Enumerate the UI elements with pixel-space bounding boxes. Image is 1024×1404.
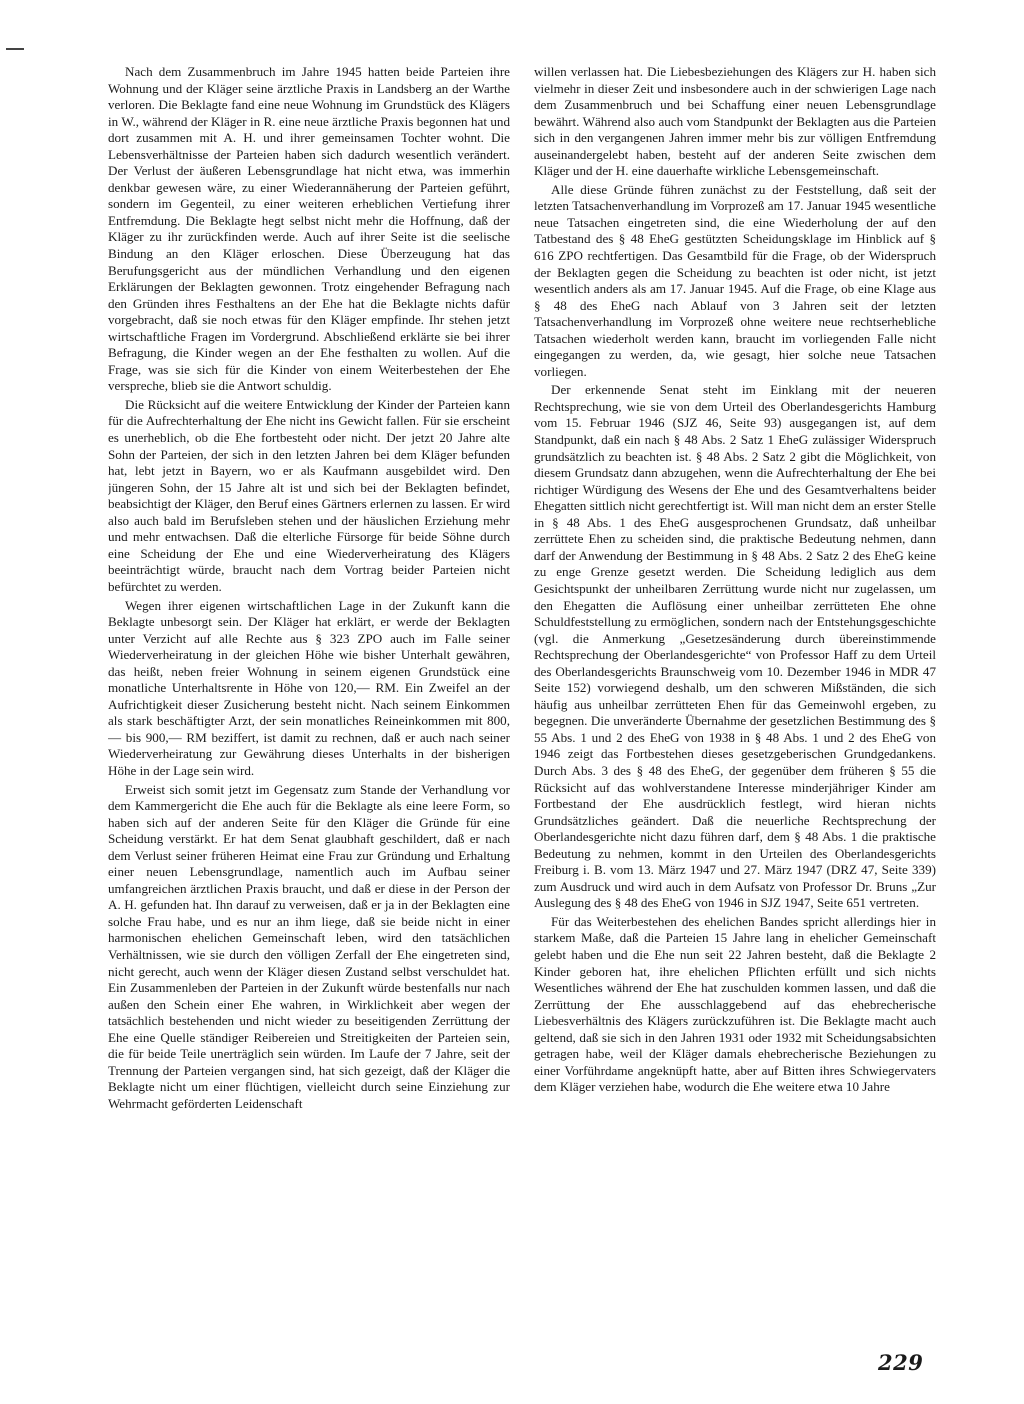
paragraph: Wegen ihrer eigenen wirtschaftlichen Lage in der Zukunft kann die Beklagte unbesorgt sein. Der Kläger hat erklärt, er werde der Beklagten unter Verzicht auf alle Rechte aus § 323 ZPO auch im Falle seiner Wiederverheiratung in der gleichen Höhe wie bisher Unterhalt gewähren, das heißt, neben freier Wohnung in seinem eigenen Grundstück eine monatliche Unterhaltsrente in Höhe von 120,— RM. Ein Zweifel an der Aufrichtigkeit dieser Zusicherung besteht nicht. Nach seinem Einkommen als stark beschäftigter Arzt, der sein monatliches Reineinkommen mit 800,— bis 900,— RM beziffert, ist damit zu rechnen, daß er auch nach seiner Wiederverheiratung zur Gewährung dieses Unterhalts in der bisherigen Höhe in der Lage sein wird. — [108, 597, 510, 778]
left-column — [108, 64, 510, 1344]
paragraph: Alle diese Gründe führen zunächst zu der Feststellung, daß seit der letzten Tatsachenverhandlung im Vorprozeß am 17. Januar 1945 wesentliche neue Tatsachen eingetreten sind, die eine Wiederholung der auf den Tatbestand des § 48 EheG gestützten Scheidungsklage im Hinblick auf § 616 ZPO rechtfertigen. Das Gesamtbild für die Frage, ob der Widerspruch der Beklagten gegen die Scheidung zu beachten ist oder nicht, ist jetzt wesentlich anders als am 17. Januar 1945. Auf die Frage, ob eine Klage aus § 48 des EheG nach Ablauf von 3 Jahren seit der letzten Tatsachenverhandlung im Vorprozeß ohne weitere neue rechtserhebliche Tatsachen wiederholt werden kann, braucht im vorliegenden Falle nicht eingegangen zu werden, da, wie gesagt, hier solche neue Tatsachen vorliegen. — [534, 181, 936, 379]
page-number: 229 — [878, 1350, 924, 1375]
paragraph: willen verlassen hat. Die Liebesbeziehungen des Klägers zur H. haben sich vielmehr in dieser Zeit und insbesondere auch in der schwierigen Lage nach dem Zusammenbruch und bei Schaffung einer neuen Lebensgrundlage bewährt. Während also auch vom Standpunkt der Beklagten aus die Parteien sich in den vergangenen Jahren immer mehr bis zur völligen Entfremdung auseinandergelebt haben, besteht auf der anderen Seite zwischen dem Kläger und der H. eine dauerhafte wirkliche Lebensgemeinschaft. — [534, 64, 936, 179]
margin-mark — [6, 48, 24, 50]
text-columns — [108, 64, 936, 1344]
paragraph: Erweist sich somit jetzt im Gegensatz zum Stande der Verhandlung vor dem Kammergericht die Ehe auch für die Beklagte als eine leere Form, so haben sich auf der anderen Seite für den Kläger die Gründe für eine Scheidung verstärkt. Er hat dem Senat glaubhaft geschildert, daß er nach dem Verlust seiner früheren Heimat eine Frau zur Gründung und Erhaltung einer neuen Lebensgrundlage, namentlich auch im Aufbau seiner umfangreichen ärztlichen Praxis braucht, und daß er diese in der Person der A. H. gefunden hat. Ihn darauf zu verweisen, daß er ja in der Beklagten eine solche Frau habe, und es nur an ihm liege, daß sie beide nicht in einer harmonischen ehelichen Gemeinschaft leben, wird den tatsächlichen Verhältnissen, wie sie durch den völligen Zerfall der Ehe eingetreten sind, nicht gerecht, auch wenn der Kläger diesen Zustand selbst verschuldet hat. Ein Zusammenleben der Parteien in der Zukunft würde bestenfalls nur nach außen den Schein einer Ehe wahren, in Wirklichkeit aber wegen der tatsächlich bestehenden und nicht wieder zu beseitigenden Zerrüttung der Ehe eine Quelle ständiger Reibereien und Streitigkeiten der Parteien sein, die für beide Teile unerträglich sein würden. Im Laufe der 7 Jahre, seit der Trennung der Parteien vergangen sind, hat sich gezeigt, daß der Kläger die Beklagte nicht um einer flüchtigen, vielleicht durch seine Einziehung zur Wehrmacht geförderten Leidenschaft — [108, 781, 510, 1111]
right-column — [534, 64, 936, 1344]
paragraph: Für das Weiterbestehen des ehelichen Bandes spricht allerdings hier in starkem Maße, daß die Parteien 15 Jahre lang in ehelicher Gemeinschaft gelebt haben und die Ehe nun seit 22 Jahren besteht, daß die Beklagte 2 Kinder geboren hat, ihre ehelichen Pflichten erfüllt und sich nichts Wesentliches während der Ehe hat zuschulden kommen lassen, und daß die Zerrüttung der Ehe ausschlaggebend auf das ehebrecherische Liebesverhältnis des Klägers zurückzuführen ist. Die Beklagte macht auch geltend, daß sie sich in den Jahren 1931 oder 1932 mit Scheidungsabsichten getragen habe, weil der Kläger damals ehebrecherische Beziehungen zu einer Vorführdame angeknüpft hatte, aber auf Bitten ihres Schwiegervaters dem Kläger verziehen habe, wodurch die Ehe weitere etwa 10 Jahre — [534, 913, 936, 1095]
paragraph: Der erkennende Senat steht im Einklang mit der neueren Rechtsprechung, wie sie von dem Urteil des Oberlandesgerichts Hamburg vom 15. Februar 1946 (SJZ 46, Seite 93) ausgegangen ist, auf dem Standpunkt, daß ein nach § 48 Abs. 2 Satz 1 EheG zulässiger Widerspruch grundsätzlich zu beachten ist. § 48 Abs. 2 Satz 2 gibt die Möglichkeit, von diesem Grundsatz dann abzugehen, wenn die Aufrechterhaltung der Ehe bei richtiger Würdigung des Wesens der Ehe und des Gesamtverhaltens beider Ehegatten sittlich nicht gerechtfertigt ist. Will man nicht dem an erster Stelle in § 48 Abs. 1 des EheG ausgesprochenen Grundsatz, daß unheilbar zerrüttete Ehen zu scheiden sind, die praktische Bedeutung nehmen, dann darf der Anwendung der Bestimmung in § 48 Abs. 2 Satz 2 des EheG keine zu enge Grenze gesetzt werden. Die Scheidung lediglich aus dem Gesichtspunkt der unheilbaren Zerrüttung wurde nicht nur zugelassen, um den Ehegatten die Auflösung einer unheilbar zerrütteten Ehe ohne Schuldfeststellung zu ermöglichen, sondern nach der Entstehungsgeschichte (vgl. die Anmerkung „Gesetzesänderung durch übereinstimmende Rechtsprechung der Oberlandesgerichte“ von Professor Haff zu dem Urteil des Oberlandesgerichts Braunschweig vom 10. Dezember 1946 in MDR 47 Seite 152) vorwiegend deshalb, um den schweren Mißständen, die sich häufig aus unheilbar zerrütteten Ehen für das Gemeinwohl ergeben, zu begegnen. Die unveränderte Übernahme der gesetzlichen Bestimmung des § 55 Abs. 1 und 2 des EheG von 1938 in § 48 Abs. 1 und 2 des EheG von 1946 zeigt das Fortbestehen dieses gesetzgeberischen Grundgedankens. Durch Abs. 3 des § 48 des EheG, der gegenüber dem früheren § 55 die Rücksicht auf das wohlverstandene Interesse minderjähriger Kinder am Fortbestand der Ehe ausdrücklich festlegt, wird hieran nichts Grundsätzliches geändert. Daß die neuerliche Rechtsprechung der Oberlandesgerichte nicht dazu führen darf, dem § 48 Abs. 1 die praktische Bedeutung zu nehmen, kommt in den Urteilen des Oberlandesgerichts Freiburg i. B. vom 13. März 1947 und 27. März 1947 (DRZ 47, Seite 339) zum Ausdruck und wird auch in dem Aufsatz von Professor Dr. Bruns „Zur Auslegung des § 48 des EheG von 1946 in SJZ 1947, Seite 651 vertreten. — [534, 382, 936, 911]
paragraph: Nach dem Zusammenbruch im Jahre 1945 hatten beide Parteien ihre Wohnung und der Kläger seine ärztliche Praxis in Landsberg an der Warthe verloren. Die Beklagte fand eine neue Wohnung im Grundstück des Klägers in W., während der Kläger in R. eine neue ärztliche Praxis begonnen hat und dort zusammen mit A. H. und ihrer gemeinsamen Tochter wohnt. Die Lebensverhältnisse der Parteien haben sich dadurch wesentlich verändert. Der Verlust der äußeren Lebensgrundlage hat nicht etwa, was immerhin denkbar gewesen wäre, zu einer Wiederannäherung der Parteien geführt, sondern im Gegenteil, zu einer weiteren erheblichen Vertiefung ihrer Entfremdung. Die Beklagte hegt selbst nicht mehr die Hoffnung, daß der Kläger zu ihr zurückfinden werde. Auch auf ihrer Seite ist die seelische Bindung an den Kläger erloschen. Diese Überzeugung hat das Berufungsgericht aus der mündlichen Verhandlung und den eigenen Erklärungen der Beklagten gewonnen. Trotz eingehender Befragung nach den Gründen ihres Festhaltens an der Ehe hat die Beklagte nichts dafür vorgebracht, daß sie noch etwas für den Kläger empfinde. Ihr stehen jetzt wirtschaftliche Fragen im Vordergrund. Abschließend erklärte sie bei ihrer Befragung, die Kinder wegen an der Ehe festhalten zu wollen. Auf die Frage, was sie sich für die Kinder von einem Weiterbestehen der Ehe verspreche, blieb sie die Antwort schuldig. — [108, 64, 510, 394]
paragraph: Die Rücksicht auf die weitere Entwicklung der Kinder der Parteien kann für die Aufrechterhaltung der Ehe nicht ins Gewicht fallen. Für sie erscheint es unerheblich, ob die Ehe fortbesteht oder nicht. Der jetzt 20 Jahre alte Sohn der Parteien, der sich in den letzten Jahren bei dem Kläger befunden hat, lebt jetzt in Bayern, wo er als Kaufmann ausgebildet wird. Den jüngeren Sohn, der 15 Jahre alt ist und sich bei der Beklagten befindet, beabsichtigt der Kläger, den Beruf eines Gärtners erlernen zu lassen. Er wird also auch bald im Berufsleben stehen und der häuslichen Erziehung mehr und mehr entwachsen. Daß die elterliche Fürsorge für beide Söhne durch eine Scheidung der Ehe und eine Wiederverheiratung des Klägers beeinträchtigt würde, braucht nach dem Vortrag beider Parteien nicht befürchtet zu werden. — [108, 396, 510, 594]
